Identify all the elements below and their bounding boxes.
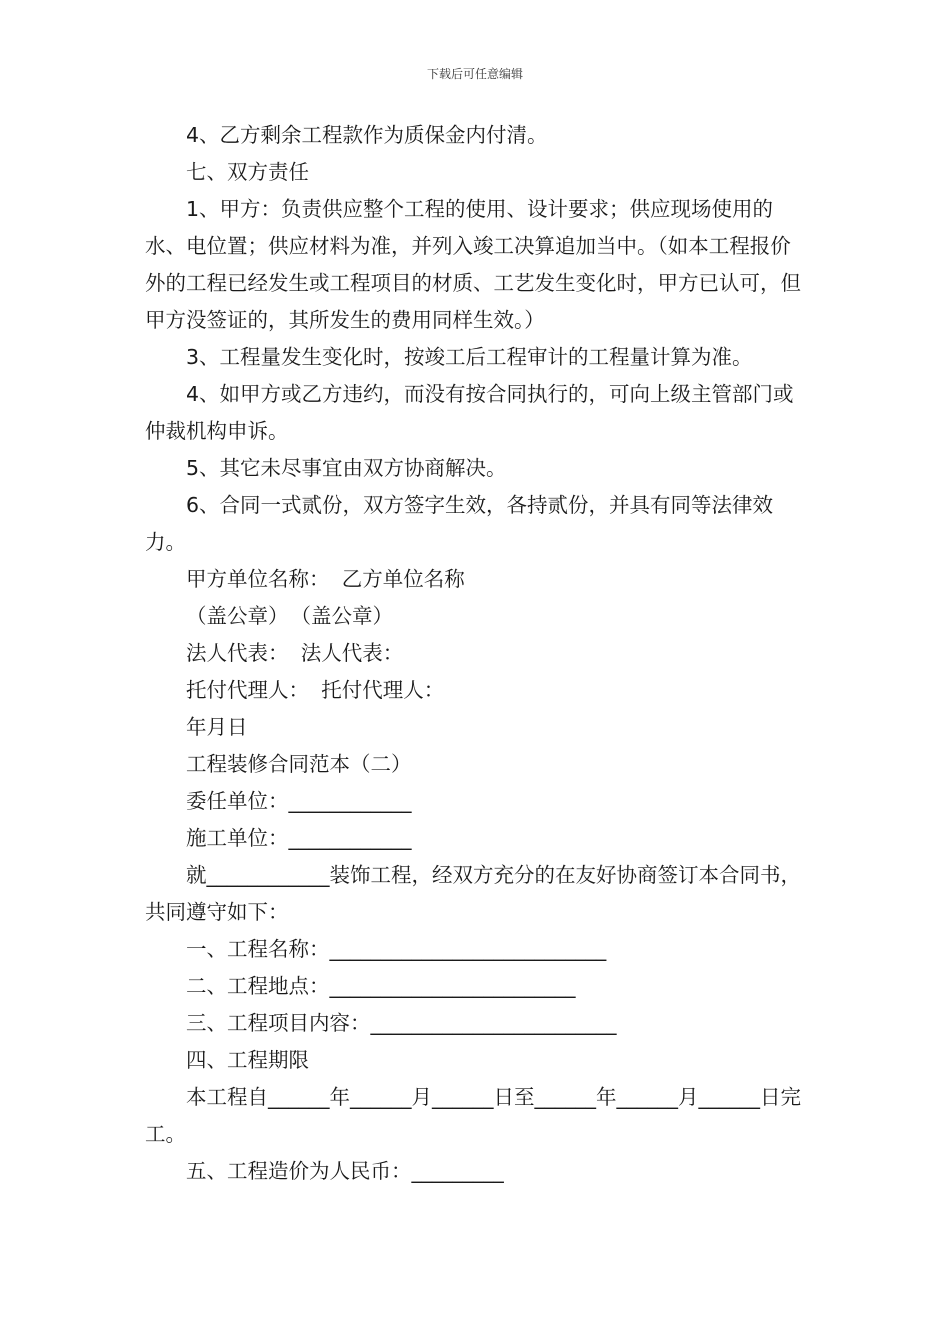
legal-rep-a-label: 法人代表：	[186, 641, 289, 665]
seal-b-label: （盖公章）	[300, 604, 394, 628]
section2-title: 工程装修合同范本（二）	[186, 752, 412, 776]
signature-seals	[145, 598, 810, 635]
project-cost-line: 五、工程造价为人民币：_________	[186, 1159, 504, 1183]
agent-b-label: 托付代理人：	[321, 678, 445, 702]
clause-1-party-a: 1、甲方：负责供应整个工程的使用、设计要求；供应现场使用的水、电位置；供应材料为准，并列入竣工决算追加当中。（如本工程报价外的工程已经发生或工程项目的材质、工艺发生变化时，甲方已认可，但甲方没签证的，其所发生的费用同样生效。）	[145, 197, 801, 332]
signature-unit-names	[145, 561, 810, 598]
document-body	[145, 117, 810, 1190]
project-name-line: 一、工程名称：___________________________	[186, 937, 607, 961]
clause-4-breach: 4、如甲方或乙方违约，而没有按合同执行的，可向上级主管部门或仲裁机构申诉。	[145, 382, 794, 443]
agreement-intro-line: 就____________装饰工程，经双方充分的在友好协商签订本合同书，共同遵守如下：	[145, 863, 801, 924]
seal-a-label: （盖公章）	[186, 604, 289, 628]
signature-agents	[145, 672, 810, 709]
project-period-heading: 四、工程期限	[186, 1048, 309, 1072]
page-header: 下载后可任意编辑	[426, 67, 523, 81]
project-content-line: 三、工程项目内容：________________________	[186, 1011, 617, 1035]
project-period-line: 本工程自______年______月______日至______年______月______日完工。	[145, 1085, 801, 1146]
party-b-name-label: 乙方单位名称	[341, 567, 465, 591]
commissioning-unit-line: 委任单位：____________	[186, 789, 412, 813]
agent-a-label: 托付代理人：	[186, 678, 309, 702]
signature-legal-reps	[145, 635, 810, 672]
legal-rep-b-label: 法人代表：	[300, 641, 404, 665]
clause-3-quantity: 3、工程量发生变化时，按竣工后工程审计的工程量计算为准。	[186, 345, 753, 369]
project-location-line: 二、工程地点：________________________	[186, 974, 576, 998]
construction-unit-line: 施工单位：____________	[186, 826, 412, 850]
signature-date: 年月日	[186, 715, 248, 739]
clause-5-other: 5、其它未尽事宜由双方协商解决。	[186, 456, 507, 480]
clause-4-payment: 4、乙方剩余工程款作为质保金内付清。	[186, 123, 548, 147]
section-seven-heading: 七、双方责任	[186, 160, 309, 184]
clause-6-copies: 6、合同一式贰份，双方签字生效，各持贰份，并具有同等法律效力。	[145, 493, 774, 554]
party-a-name-label: 甲方单位名称：	[186, 567, 330, 591]
